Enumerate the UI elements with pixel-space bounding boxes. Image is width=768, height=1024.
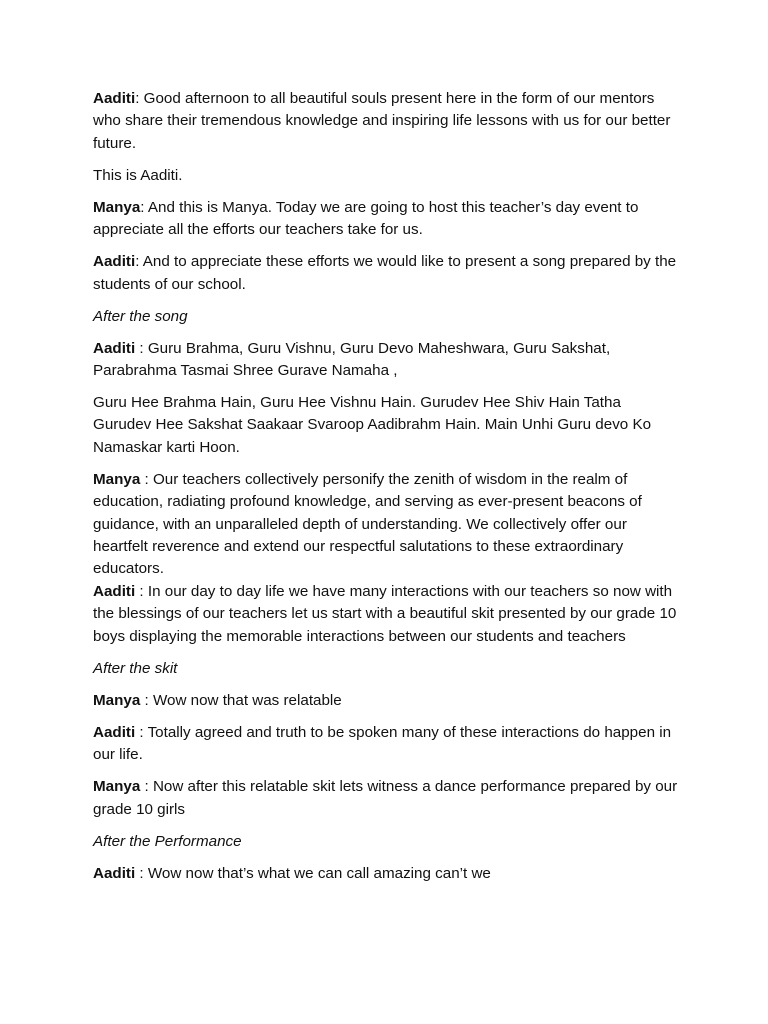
speaker-name: Manya: [93, 198, 141, 216]
speaker-name: Manya: [93, 691, 141, 709]
dialogue-text: : And to appreciate these efforts we would like to present a song prepared by the students of our school.: [93, 253, 677, 293]
dialogue-paragraph: [93, 88, 681, 155]
speaker-name: Aaditi: [93, 723, 136, 741]
stage-direction: After the Performance: [93, 832, 242, 850]
dialogue-paragraph: [93, 863, 681, 885]
dialogue-paragraph: [93, 197, 681, 242]
dialogue-paragraph: [93, 776, 681, 821]
speaker-name: Manya: [93, 470, 141, 488]
dialogue-text: : Wow now that was relatable: [140, 691, 342, 709]
dialogue-paragraph: [93, 251, 681, 296]
dialogue-paragraph: [93, 581, 681, 648]
speaker-name: Aaditi: [93, 90, 136, 107]
speaker-name: Aaditi: [93, 582, 136, 600]
dialogue-text: : Totally agreed and truth to be spoken many of these interactions do happen in our life.: [93, 723, 672, 764]
dialogue-paragraph: [93, 469, 681, 581]
dialogue-paragraph: [93, 722, 681, 767]
dialogue-text: : Now after this relatable skit lets witness a dance performance prepared by our grade 10 girls: [93, 778, 678, 818]
stage-direction: After the skit: [93, 659, 178, 677]
dialogue-text: : Wow now that’s what we can call amazing can’t we: [135, 864, 491, 882]
dialogue-text: Guru Hee Brahma Hain, Guru Hee Vishnu Hain. Gurudev Hee Shiv Hain Tatha Gurudev Hee Sakshat Saakaar Svaroop Aadibrahm Hain. Main Unhi Guru devo Ko Namaskar karti Hoon.: [93, 394, 652, 456]
speaker-name: Aaditi: [93, 864, 136, 882]
dialogue-text: : In our day to day life we have many interactions with our teachers so now with the blessings of our teachers let us start with a beautiful skit presented by our grade 10 boys displaying the memorable interactions between our students and teachers: [93, 582, 677, 645]
dialogue-text: : Guru Brahma, Guru Vishnu, Guru Devo Maheshwara, Guru Sakshat, Parabrahma Tasmai Shree Gurave Namaha ,: [93, 339, 611, 380]
speaker-name: Aaditi: [93, 253, 136, 271]
stage-direction: After the song: [93, 307, 188, 325]
dialogue-text: : And this is Manya. Today we are going to host this teacher’s day event to appreciate all the efforts our teachers take for us.: [93, 198, 639, 239]
dialogue-text: : Our teachers collectively personify the zenith of wisdom in the realm of education, radiating profound knowledge, and serving as ever-present beacons of guidance, with an unparalleled depth of understanding. We collectively offer our heartfelt reverence and extend our respectful salutations to these extraordinary educators.: [93, 470, 642, 578]
dialogue-paragraph: [93, 165, 681, 187]
dialogue-text: : Good afternoon to all beautiful souls present here in the form of our mentors who share their tremendous knowledge and inspiring life lessons with us for our better future.: [93, 90, 671, 152]
dialogue-paragraph: [93, 690, 681, 712]
document-page: [93, 88, 681, 895]
speaker-name: Aaditi: [93, 339, 136, 357]
dialogue-paragraph: [93, 392, 681, 459]
speaker-name: Manya: [93, 778, 141, 796]
dialogue-paragraph: [93, 338, 681, 383]
dialogue-text: This is Aaditi.: [93, 166, 183, 184]
